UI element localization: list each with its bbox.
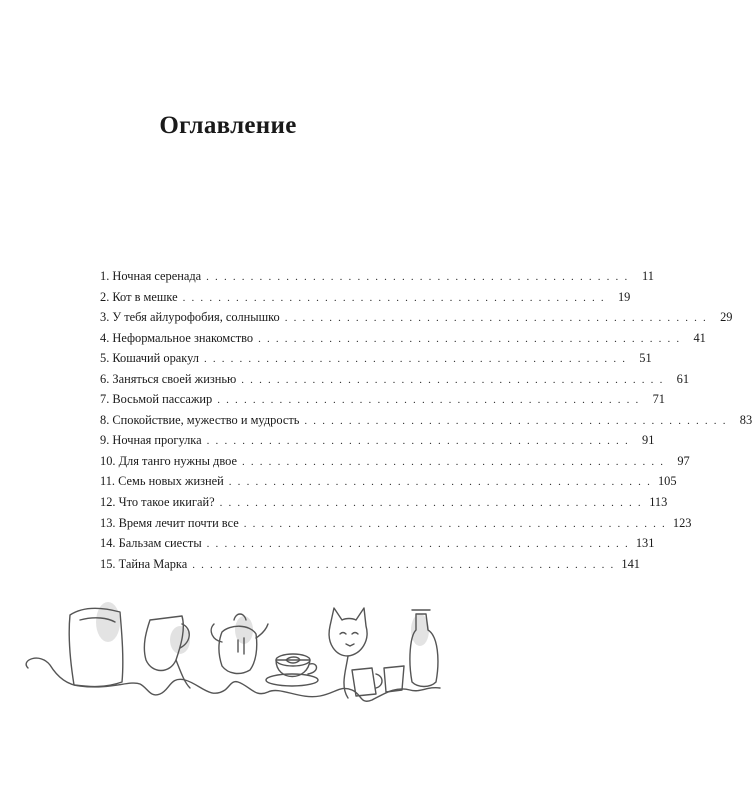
- shading-blobs: [96, 602, 429, 654]
- toc-entry-page: 29: [720, 310, 733, 325]
- toc-entry-page: 113: [649, 495, 668, 510]
- toc-leader-dots: . . . . . . . . . . . . . . . . . . . . . . . . . . . . . . . . . . . . . . . . . . . . . . . .: [241, 455, 665, 468]
- toc-entry[interactable]: [100, 307, 733, 328]
- toc-entry-title: 15. Тайна Марка: [100, 556, 188, 571]
- toc-entry[interactable]: [100, 287, 631, 308]
- toc-entry[interactable]: [100, 328, 706, 349]
- toc-leader-dots: . . . . . . . . . . . . . . . . . . . . . . . . . . . . . . . . . . . . . . . . . . . . . . . .: [228, 476, 652, 489]
- toc-entry-title: 10. Для танго нужны двое: [100, 453, 237, 468]
- toc-entry-title: 14. Бальзам сиесты: [100, 536, 202, 551]
- toc-entry-page: 11: [641, 269, 654, 283]
- toc-entry-title: 8. Спокойствие, мужество и мудрость: [100, 412, 300, 427]
- table-of-contents: [100, 266, 752, 574]
- toc-leader-dots: . . . . . . . . . . . . . . . . . . . . . . . . . . . . . . . . . . . . . . . . . . . . . . . .: [192, 558, 615, 571]
- toc-entry[interactable]: [100, 369, 690, 390]
- mug-icon: [384, 666, 404, 692]
- toc-entry-page: 105: [657, 474, 677, 489]
- toc-leader-dots: . . . . . . . . . . . . . . . . . . . . . . . . . . . . . . . . . . . . . . . . . . . . . . . .: [217, 394, 640, 407]
- toc-entry-page: 91: [642, 433, 655, 448]
- toc-entry[interactable]: [100, 513, 692, 534]
- toc-leader-dots: . . . . . . . . . . . . . . . . . . . . . . . . . . . . . . . . . . . . . . . . . . . . . . . .: [219, 497, 643, 510]
- toc-entry-title: 9. Ночная прогулка: [100, 433, 202, 448]
- toc-entry[interactable]: [100, 389, 665, 410]
- toc-leader-dots: . . . . . . . . . . . . . . . . . . . . . . . . . . . . . . . . . . . . . . . . . . . . . . . .: [241, 373, 665, 386]
- page-title: Оглавление: [159, 112, 297, 139]
- toc-entry[interactable]: [100, 492, 668, 513]
- toc-leader-dots: . . . . . . . . . . . . . . . . . . . . . . . . . . . . . . . . . . . . . . . . . . . . . . . .: [206, 271, 629, 283]
- cat-icon: [329, 608, 367, 656]
- toc-entry-page: 123: [672, 515, 692, 530]
- continuous-line: [26, 658, 440, 701]
- toc-entry-title: 1. Ночная серенада: [100, 269, 202, 283]
- toc-leader-dots: . . . . . . . . . . . . . . . . . . . . . . . . . . . . . . . . . . . . . . . . . . . . . . . .: [304, 414, 728, 427]
- toc-entry[interactable]: [100, 533, 655, 554]
- toc-entry-page: 41: [693, 330, 706, 345]
- toc-entry-page: 61: [676, 371, 690, 386]
- toc-leader-dots: . . . . . . . . . . . . . . . . . . . . . . . . . . . . . . . . . . . . . . . . . . . . . . . .: [206, 538, 630, 551]
- toc-entry-page: 97: [677, 453, 690, 468]
- toc-leader-dots: . . . . . . . . . . . . . . . . . . . . . . . . . . . . . . . . . . . . . . . . . . . . . . . .: [243, 517, 667, 530]
- cup-icon: [352, 668, 376, 696]
- toc-entry-title: 4. Неформальное знакомство: [100, 330, 254, 345]
- toc-entry-title: 12. Что такое икигай?: [100, 495, 215, 510]
- toc-entry-title: 2. Кот в мешке: [100, 289, 178, 304]
- toc-entry[interactable]: [100, 430, 655, 451]
- toc-entry-title: 7. Восьмой пассажир: [100, 392, 213, 407]
- toc-entry-title: 5. Кошачий оракул: [100, 351, 199, 366]
- toc-entry-title: 3. У тебя айлурофобия, солнышко: [100, 310, 280, 325]
- toc-entry-title: 6. Заняться своей жизнью: [100, 371, 237, 386]
- toc-leader-dots: . . . . . . . . . . . . . . . . . . . . . . . . . . . . . . . . . . . . . . . . . . . . . . . .: [258, 332, 681, 345]
- line-art-illustration-icon: [0, 590, 456, 720]
- toc-entry-title: 11. Семь новых жизней: [100, 474, 224, 489]
- toc-entry-page: 71: [652, 392, 665, 407]
- toc-leader-dots: . . . . . . . . . . . . . . . . . . . . . . . . . . . . . . . . . . . . . . . . . . . . . . . .: [203, 353, 627, 366]
- toc-entry-page: 131: [635, 536, 655, 551]
- toc-entry[interactable]: [100, 348, 652, 369]
- toc-entry[interactable]: [100, 471, 677, 492]
- toc-entry-title: 13. Время лечит почти все: [100, 515, 239, 530]
- toc-entry-page: 19: [617, 289, 631, 304]
- toc-entry-page: 83: [739, 412, 752, 427]
- toc-entry-page: 51: [639, 351, 652, 366]
- toc-leader-dots: . . . . . . . . . . . . . . . . . . . . . . . . . . . . . . . . . . . . . . . . . . . . . . . .: [284, 312, 708, 325]
- toc-entry[interactable]: [100, 410, 752, 431]
- toc-leader-dots: . . . . . . . . . . . . . . . . . . . . . . . . . . . . . . . . . . . . . . . . . . . . . . . .: [182, 291, 606, 304]
- toc-leader-dots: . . . . . . . . . . . . . . . . . . . . . . . . . . . . . . . . . . . . . . . . . . . . . . . .: [206, 435, 630, 448]
- toc-entry[interactable]: [100, 554, 640, 575]
- toc-entry[interactable]: [100, 451, 690, 472]
- toc-entry-page: 141: [621, 556, 640, 571]
- toc-entry[interactable]: [100, 266, 654, 287]
